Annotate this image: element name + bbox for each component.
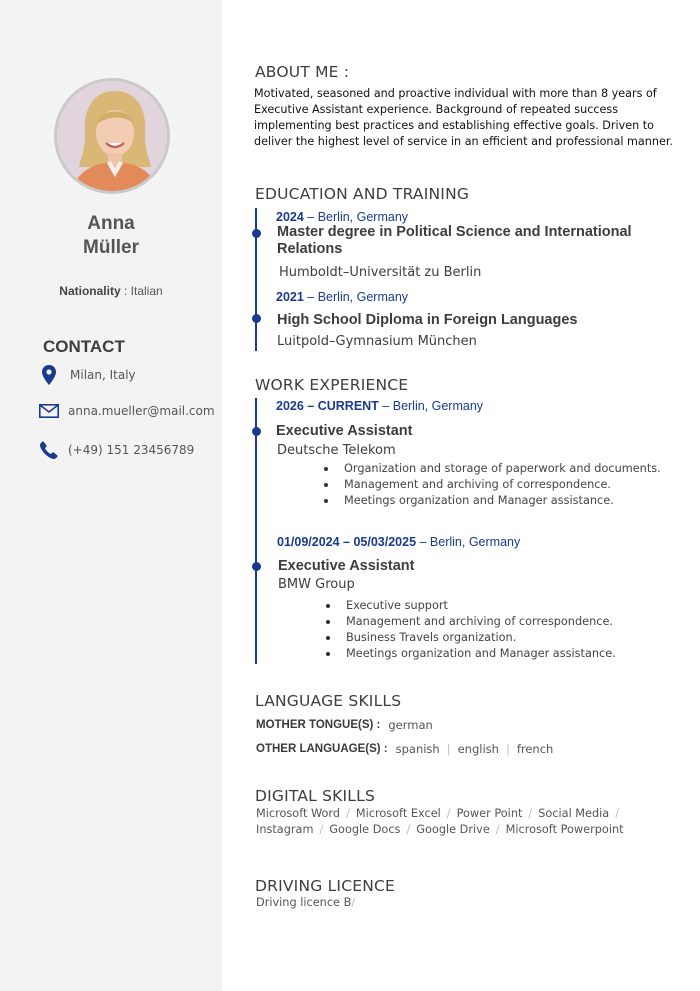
profile-photo: [54, 78, 170, 194]
work-company-2: BMW Group: [278, 577, 355, 592]
contact-email-text[interactable]: anna.mueller@mail.com: [68, 404, 215, 418]
driving-separator: /: [351, 896, 356, 909]
education-date-1: [276, 210, 408, 224]
list-item: Meetings organization and Manager assistance.: [326, 646, 616, 662]
work-period-2: 01/09/2024 – 05/03/2025: [277, 535, 417, 549]
work-location-1: – Berlin, Germany: [378, 399, 484, 413]
list-item: Meetings organization and Manager assistance.: [324, 493, 661, 509]
work-timeline: [255, 398, 257, 664]
work-title: WORK EXPERIENCE: [255, 376, 409, 394]
timeline-dot: [252, 427, 261, 436]
contact-email[interactable]: [38, 400, 215, 422]
about-title: ABOUT ME :: [255, 63, 350, 81]
about-text: Motivated, seasoned and proactive individual with more than 8 years of Executive Assistant experience. Background of repeated success implementing best practices and establishing effective goals. Driven to deliver the highest level of service in an efficient and professional manner.: [254, 87, 673, 148]
mother-tongue-row: [256, 718, 433, 732]
contact-location-text: Milan, Italy: [70, 368, 136, 382]
last-name: Müller: [83, 237, 139, 258]
skill-item: Microsoft Excel: [355, 807, 441, 820]
map-pin-icon: [38, 364, 60, 386]
mother-tongue-value: german: [388, 718, 433, 732]
nationality-separator: :: [120, 284, 131, 298]
other-languages-row: [256, 742, 553, 756]
education-degree-2: High School Diploma in Foreign Languages: [277, 312, 578, 328]
work-company-1: Deutsche Telekom: [277, 443, 396, 458]
language-separator: |: [446, 742, 451, 756]
list-item: Management and archiving of correspondence.: [324, 477, 661, 493]
education-year-2: 2021: [276, 290, 304, 304]
skill-separator: /: [615, 807, 620, 820]
work-role-2: Executive Assistant: [278, 558, 415, 574]
skill-item: Microsoft Word: [256, 807, 341, 820]
language-item: french: [516, 742, 554, 756]
languages-title: LANGUAGE SKILLS: [255, 692, 402, 710]
skill-item: Google Docs: [329, 823, 401, 836]
work-bullets-1: [324, 461, 661, 509]
list-item: Organization and storage of paperwork and documents.: [324, 461, 661, 477]
driving-licence-row: [256, 895, 676, 911]
list-item: Executive support: [326, 598, 616, 614]
language-item: spanish: [395, 742, 440, 756]
education-school-2: Luitpold–Gymnasium München: [277, 334, 477, 349]
digital-skills-list: [256, 806, 676, 838]
skill-separator: /: [319, 823, 324, 836]
education-degree-1: Master degree in Political Science and International Relations: [277, 224, 632, 257]
education-location-1: – Berlin, Germany: [303, 210, 409, 224]
work-period-1: 2026 – CURRENT: [276, 399, 379, 413]
list-item: Management and archiving of correspondence.: [326, 614, 616, 630]
digital-title: DIGITAL SKILLS: [255, 787, 376, 805]
nationality: [0, 284, 222, 298]
skill-item: Instagram: [256, 823, 314, 836]
phone-icon: [38, 439, 60, 461]
work-role-1: Executive Assistant: [276, 423, 413, 439]
education-date-2: [276, 290, 408, 304]
skill-item: Microsoft Powerpoint: [505, 823, 624, 836]
education-year-1: 2024: [276, 210, 304, 224]
timeline-dot: [252, 562, 261, 571]
nationality-label: Nationality: [59, 284, 121, 298]
first-name: Anna: [87, 213, 135, 234]
skill-item: Social Media: [538, 807, 610, 820]
contact-title: CONTACT: [43, 337, 125, 356]
skill-separator: /: [495, 823, 500, 836]
sidebar: [0, 0, 222, 991]
language-item: english: [457, 742, 499, 756]
skill-separator: /: [446, 807, 451, 820]
education-school-1: Humboldt–Universität zu Berlin: [279, 265, 482, 280]
work-date-1: [276, 399, 483, 413]
skill-item: Google Drive: [416, 823, 490, 836]
work-date-2: [277, 535, 520, 549]
skill-separator: /: [346, 807, 350, 820]
envelope-icon: [38, 400, 60, 422]
profile-photo-illustration: [57, 81, 170, 194]
skill-separator: /: [406, 823, 411, 836]
skill-separator: /: [528, 807, 533, 820]
education-title: EDUCATION AND TRAINING: [255, 185, 470, 203]
driving-licence-text: Driving licence B: [256, 896, 352, 909]
timeline-dot: [252, 314, 261, 323]
timeline-dot: [252, 229, 261, 238]
work-bullets-2: [326, 598, 616, 662]
list-item: Business Travels organization.: [326, 630, 616, 646]
work-location-2: – Berlin, Germany: [416, 535, 521, 549]
nationality-value: Italian: [130, 284, 163, 298]
contact-phone[interactable]: [38, 439, 194, 461]
other-languages-label: OTHER LANGUAGE(S) :: [256, 743, 388, 755]
contact-phone-text[interactable]: (+49) 151 23456789: [68, 443, 195, 457]
language-separator: |: [505, 742, 510, 756]
mother-tongue-label: MOTHER TONGUE(S) :: [256, 719, 381, 731]
education-location-2: – Berlin, Germany: [303, 290, 409, 304]
contact-location: [38, 364, 136, 386]
skill-item: Power Point: [456, 807, 523, 820]
driving-title: DRIVING LICENCE: [255, 877, 396, 895]
